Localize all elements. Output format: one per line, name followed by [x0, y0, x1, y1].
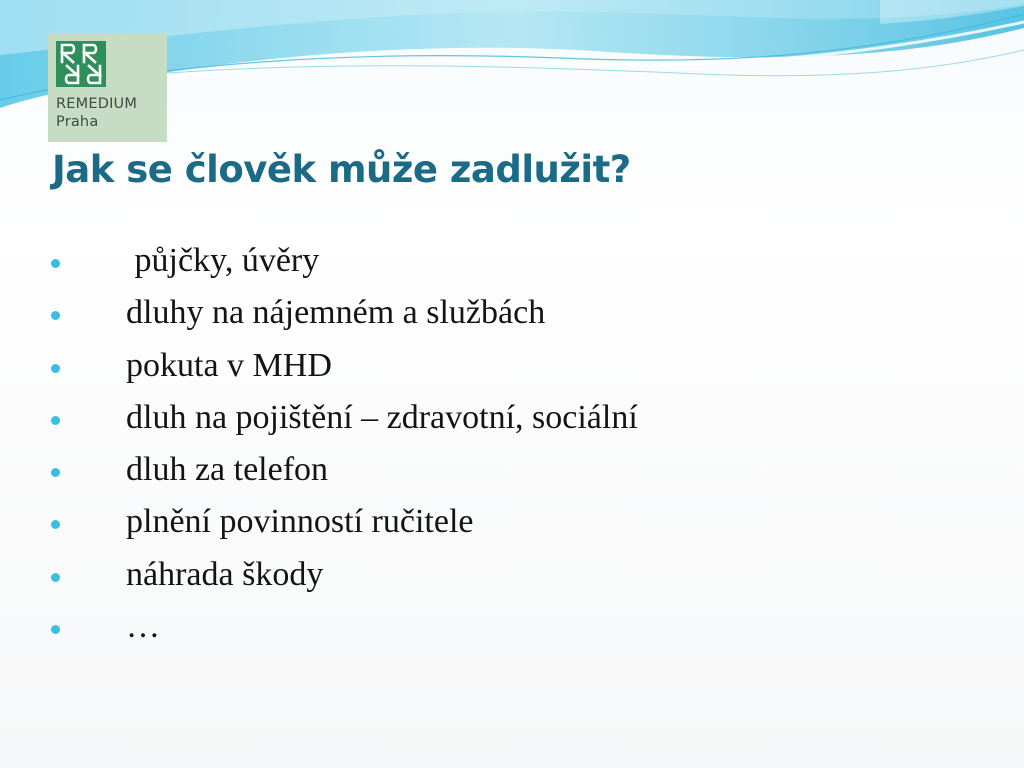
- logo-city: Praha: [56, 114, 99, 130]
- bullet-item: [0, 345, 900, 397]
- bullet-text: dluh za telefon: [126, 451, 329, 489]
- bullet-dot-icon: [51, 364, 60, 373]
- bullet-dot-icon: [51, 468, 60, 477]
- bullet-text: náhrada škody: [126, 555, 324, 593]
- bullet-dot-icon: [51, 520, 60, 529]
- bullet-item: [0, 240, 900, 292]
- bullet-dot-icon: [51, 625, 60, 634]
- bullet-item: [0, 606, 900, 658]
- bullet-text: půjčky, úvěry: [126, 242, 320, 279]
- bullet-dot-icon: [51, 416, 60, 425]
- bullet-text: dluhy na nájemném a službách: [126, 294, 546, 332]
- slide-title: Jak se člověk může zadlužit?: [52, 148, 631, 191]
- bullet-dot-icon: [51, 311, 60, 320]
- bullet-item: [0, 292, 900, 344]
- bullet-text: pokuta v MHD: [126, 346, 332, 384]
- bullet-text: plnění povinností ručitele: [126, 503, 474, 541]
- logo-text: [56, 95, 137, 131]
- bullet-dot-icon: [51, 259, 60, 268]
- bullet-item: [0, 397, 900, 449]
- bullet-list: [0, 240, 900, 658]
- remedium-logo: [48, 33, 167, 142]
- bullet-item: [0, 554, 900, 606]
- bullet-item: [0, 449, 900, 501]
- remedium-logo-mark: [56, 41, 106, 87]
- bullet-dot-icon: [51, 573, 60, 582]
- logo-name: REMEDIUM: [56, 96, 138, 112]
- bullet-text: …: [126, 608, 160, 646]
- bullet-item: [0, 501, 900, 553]
- bullet-text: dluh na pojištění – zdravotní, sociální: [126, 398, 638, 436]
